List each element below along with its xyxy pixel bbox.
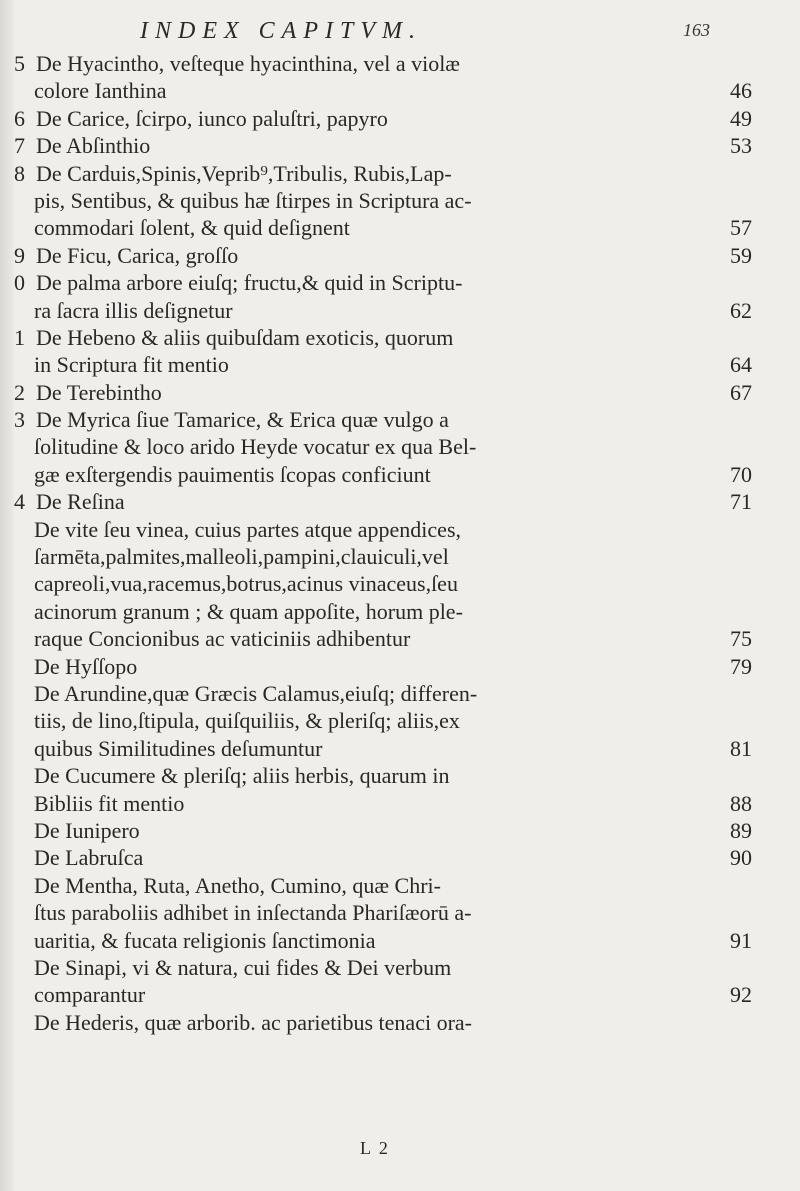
entry-page-reference: 90 (730, 845, 752, 871)
entry-text: De vite ſeu vinea, cuius partes atque appendices, (34, 516, 462, 542)
entry-text: De Ficu, Carica, groſſo (36, 242, 239, 268)
entry-page-reference: 75 (730, 626, 752, 652)
index-line (0, 351, 800, 378)
entry-number: 2 (14, 379, 25, 405)
index-line (0, 899, 800, 926)
entry-text: pis, Sentibus, & quibus hæ ſtirpes in Scriptura ac- (34, 187, 472, 213)
index-line (0, 406, 800, 433)
index-line (0, 1009, 800, 1036)
entry-text: De Cucumere & pleriſq; aliis herbis, quarum in (34, 763, 450, 789)
entry-number: 8 (14, 160, 25, 186)
index-line (0, 297, 800, 324)
entry-text: De Terebintho (36, 379, 162, 405)
entry-number: 5 (14, 51, 25, 76)
entry-page-reference: 67 (730, 379, 752, 405)
entry-page-reference: 64 (730, 352, 752, 378)
index-line (0, 379, 800, 406)
entry-page-reference: 59 (730, 242, 752, 268)
entry-text: De Arundine,quæ Græcis Calamus,eiuſq; differen- (34, 680, 478, 706)
index-line (0, 653, 800, 680)
entry-page-reference: 89 (730, 817, 752, 843)
index-line (0, 762, 800, 789)
entry-page-reference: 71 (730, 489, 752, 515)
entry-text: in Scriptura fit mentio (34, 352, 229, 378)
index-line (0, 187, 800, 214)
entry-text: De Sinapi, vi & natura, cui fides & Dei verbum (34, 954, 452, 980)
index-line (0, 707, 800, 734)
entry-page-reference: 91 (730, 927, 752, 953)
entry-text: capreoli,vua,racemus,botrus,acinus vinaceus,ſeu (34, 571, 458, 597)
index-line (0, 269, 800, 296)
entry-page-reference: 79 (730, 653, 752, 679)
entry-text: ſarmēta,palmites,malleoli,pampini,clauiculi,vel (34, 544, 449, 570)
entry-number: 6 (14, 105, 25, 131)
index-line (0, 680, 800, 707)
index-line (0, 488, 800, 515)
entry-number: 9 (14, 242, 25, 268)
index-entries (0, 50, 800, 1036)
index-line (0, 160, 800, 187)
entry-text: De Abſinthio (36, 133, 151, 159)
entry-text: De Carduis,Spinis,Veprib⁹,Tribulis, Rubis,Lap- (36, 160, 452, 186)
index-line (0, 598, 800, 625)
entry-text: De Labruſca (34, 845, 144, 871)
index-line (0, 625, 800, 652)
entry-text: colore Ianthina (34, 78, 167, 104)
index-line (0, 570, 800, 597)
entry-number: 7 (14, 133, 25, 159)
entry-page-reference: 92 (730, 982, 752, 1008)
index-line (0, 242, 800, 269)
entry-text: acinorum granum ; & quam appoſite, horum ple- (34, 598, 463, 624)
entry-number: 4 (14, 489, 25, 515)
index-line (0, 433, 800, 460)
index-line (0, 872, 800, 899)
index-line (0, 817, 800, 844)
entry-text: De Hyacintho, veſteque hyacinthina, vel a violæ (36, 51, 460, 76)
entry-text: De Hyſſopo (34, 653, 138, 679)
index-line (0, 77, 800, 104)
index-line (0, 735, 800, 762)
entry-text: ra ſacra illis deſignetur (34, 297, 233, 323)
index-line (0, 132, 800, 159)
entry-number: 0 (14, 270, 25, 296)
index-line (0, 954, 800, 981)
entry-number: 3 (14, 407, 25, 433)
page-header (140, 14, 710, 48)
entry-text: ſtus paraboliis adhibet in inſectanda Phariſæorū a- (34, 900, 472, 926)
entry-page-reference: 53 (730, 133, 752, 159)
entry-text: quibus Similitudines deſumuntur (34, 735, 323, 761)
entry-text: De palma arbore eiuſq; fructu,& quid in Scriptu- (36, 270, 463, 296)
entry-text: De Hebeno & aliis quibuſdam exoticis, quorum (36, 324, 454, 350)
entry-text: De Iunipero (34, 817, 140, 843)
entry-text: De Hederis, quæ arborib. ac parietibus tenaci ora- (34, 1009, 472, 1035)
entry-page-reference: 81 (730, 735, 752, 761)
signature-mark: L 2 (360, 1138, 390, 1158)
entry-text: De Myrica ſiue Tamarice, & Erica quæ vulgo a (36, 407, 449, 433)
index-line (0, 50, 800, 77)
entry-text: De Reſina (36, 489, 125, 515)
index-line (0, 927, 800, 954)
entry-page-reference: 49 (730, 105, 752, 131)
index-line (0, 324, 800, 351)
entry-text: De Carice, ſcirpo, iunco paluſtri, papyro (36, 105, 388, 131)
entry-page-reference: 62 (730, 297, 752, 323)
page-number: 163 (683, 20, 710, 40)
running-title: INDEX CAPITVM. (140, 18, 422, 44)
index-line (0, 461, 800, 488)
index-line (0, 516, 800, 543)
entry-page-reference: 88 (730, 790, 752, 816)
entry-text: comparantur (34, 982, 146, 1008)
entry-text: ſolitudine & loco arido Heyde vocatur ex qua Bel- (34, 434, 477, 460)
entry-text: raque Concionibus ac vaticiniis adhibentur (34, 626, 411, 652)
entry-text: uaritia, & fucata religionis ſanctimonia (34, 927, 376, 953)
index-line (0, 214, 800, 241)
entry-text: Bibliis fit mentio (34, 790, 185, 816)
entry-page-reference: 70 (730, 461, 752, 487)
index-line (0, 790, 800, 817)
entry-number: 1 (14, 324, 25, 350)
entry-text: gæ exſtergendis pauimentis ſcopas conficiunt (34, 461, 431, 487)
entry-text: tiis, de lino,ſtipula, quiſquiliis, & pleriſq; aliis,ex (34, 708, 460, 734)
entry-page-reference: 46 (730, 78, 752, 104)
entry-text: De Mentha, Ruta, Anetho, Cumino, quæ Chri- (34, 872, 441, 898)
index-line (0, 105, 800, 132)
index-line (0, 844, 800, 871)
index-line (0, 543, 800, 570)
entry-page-reference: 57 (730, 215, 752, 241)
index-line (0, 981, 800, 1008)
entry-text: commodari ſolent, & quid deſignent (34, 215, 350, 241)
